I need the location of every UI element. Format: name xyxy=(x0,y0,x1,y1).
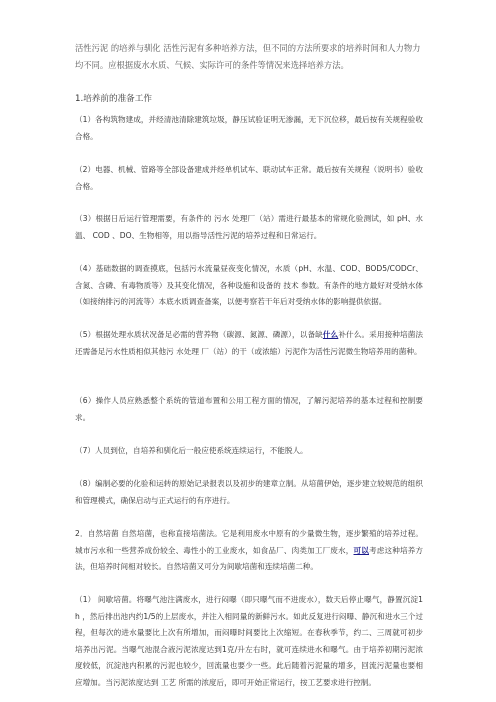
intro-paragraph: 活性污泥 的培养与驯化 活性污泥有多种培养方法，但不同的方法所要求的培养时间和人力物力均不同。应根据废水水质、气候、实际许可的条件等情况来选择培养方法。 xyxy=(75,43,421,70)
paragraph-4: （4）基础数据的调查摸底，包括污水流量昼夜变化情况，水质（pH、水温、COD、BOD5/CODCr、含氮、含磷、有毒物质等）及其变化情况，各种设施和设备的 技术 参数。有条件的地方最好对受纳水体（如接纳排污的河流等）本底水质调查备案，以便考察若干年后对受纳水体的影响提供依据。 xyxy=(75,264,423,307)
paragraph-3: （3）根据日后运行管理需要，有条件的 污水 处理厂（站）需进行最基本的常规化验测试，如 pH、水温、 COD 、DO、生物相等，用以指导活性污泥的培养过程和日常运行。 xyxy=(75,214,423,240)
paragraph-9-text-before: 2．自然培菌 自然培菌，也称直接培菌法。它是利用废水中原有的少量微生物，逐步繁殖的培养过程。城市污水和一些营养成份较全、毒性小的工业废水，如食品厂、肉类加工厂废水， xyxy=(75,529,423,555)
paragraph-2: （2）电器、机械、管路等全部设备建成并经单机试车、联动试车正常。最后按有关规程（说明书）验收合格。 xyxy=(75,165,423,191)
section-heading: 1.培养前的准备工作 xyxy=(75,94,152,104)
link-shenme[interactable]: 什么 xyxy=(322,330,339,339)
paragraph-1: （1）各构筑物建成，并经清池清除建筑垃圾，静压试验证明无渗漏，无下沉位移，最后按有关规程验收合格。 xyxy=(75,115,423,141)
paragraph-7: （7）人员到位，自培养和驯化后一般应使系统连续运行，不能脱人。 xyxy=(75,446,308,455)
paragraph-10: （1） 间歇培菌。将曝气池注满废水，进行闷曝（即只曝气而不进废水），数天后停止曝气，静置沉淀1 h ，然后排出池内约1/5的上层废水，并注入相同量的新鲜污水。如此反复进行闷曝、静沉和进水三个过程，但每次的进水量要比上次有所增加，而闷曝时间要比上次缩短。在春秋季节，约二、三周就可初步培养出污泥。当曝气池混合液污泥浓度达到1克/升左右时，就可连续进水和曝气。由于培养初期污泥浓度较低，沉淀池内积累的污泥也较少，回流量也要少一些。此后随着污泥量的增多，回流污泥量也要相应增加。当污泥浓度达到 工艺 所需的浓度后，即可开始正常运行，按工艺要求进行控制。 xyxy=(75,595,423,687)
paragraph-6: （6）操作人员应熟悉整个系统的管道布置和公用工程方面的情况，了解污泥培养的基本过程和控制要求。 xyxy=(75,396,423,422)
paragraph-9-text-after: 考虑这种培养方法，但培养时间相对较长。自然培菌又可分为间歇培菌和连续培菌二种。 xyxy=(75,545,424,572)
paragraph-5-text-after: 补什么。采用接种培菌法还需备足污水性质相似其他污 水处理 厂（站）的干（或浓缩）污泥作为活性污泥微生物培养用的菌种。 xyxy=(75,330,424,356)
paragraph-5-text-before: （5）根据处理水质状况备足必需的营养物（碳源、氮源、磷源），以备缺 xyxy=(75,330,323,339)
paragraph-5 xyxy=(75,327,423,360)
link-keyi[interactable]: 可以 xyxy=(353,545,369,555)
paragraph-8: （8）编制必要的化验和运转的原始记录报表以及初步的建章立制。从培菌伊始，逐步建立较规范的组织和管理模式，确保启动与正式运行的有序进行。 xyxy=(75,479,423,505)
paragraph-9 xyxy=(75,526,423,576)
